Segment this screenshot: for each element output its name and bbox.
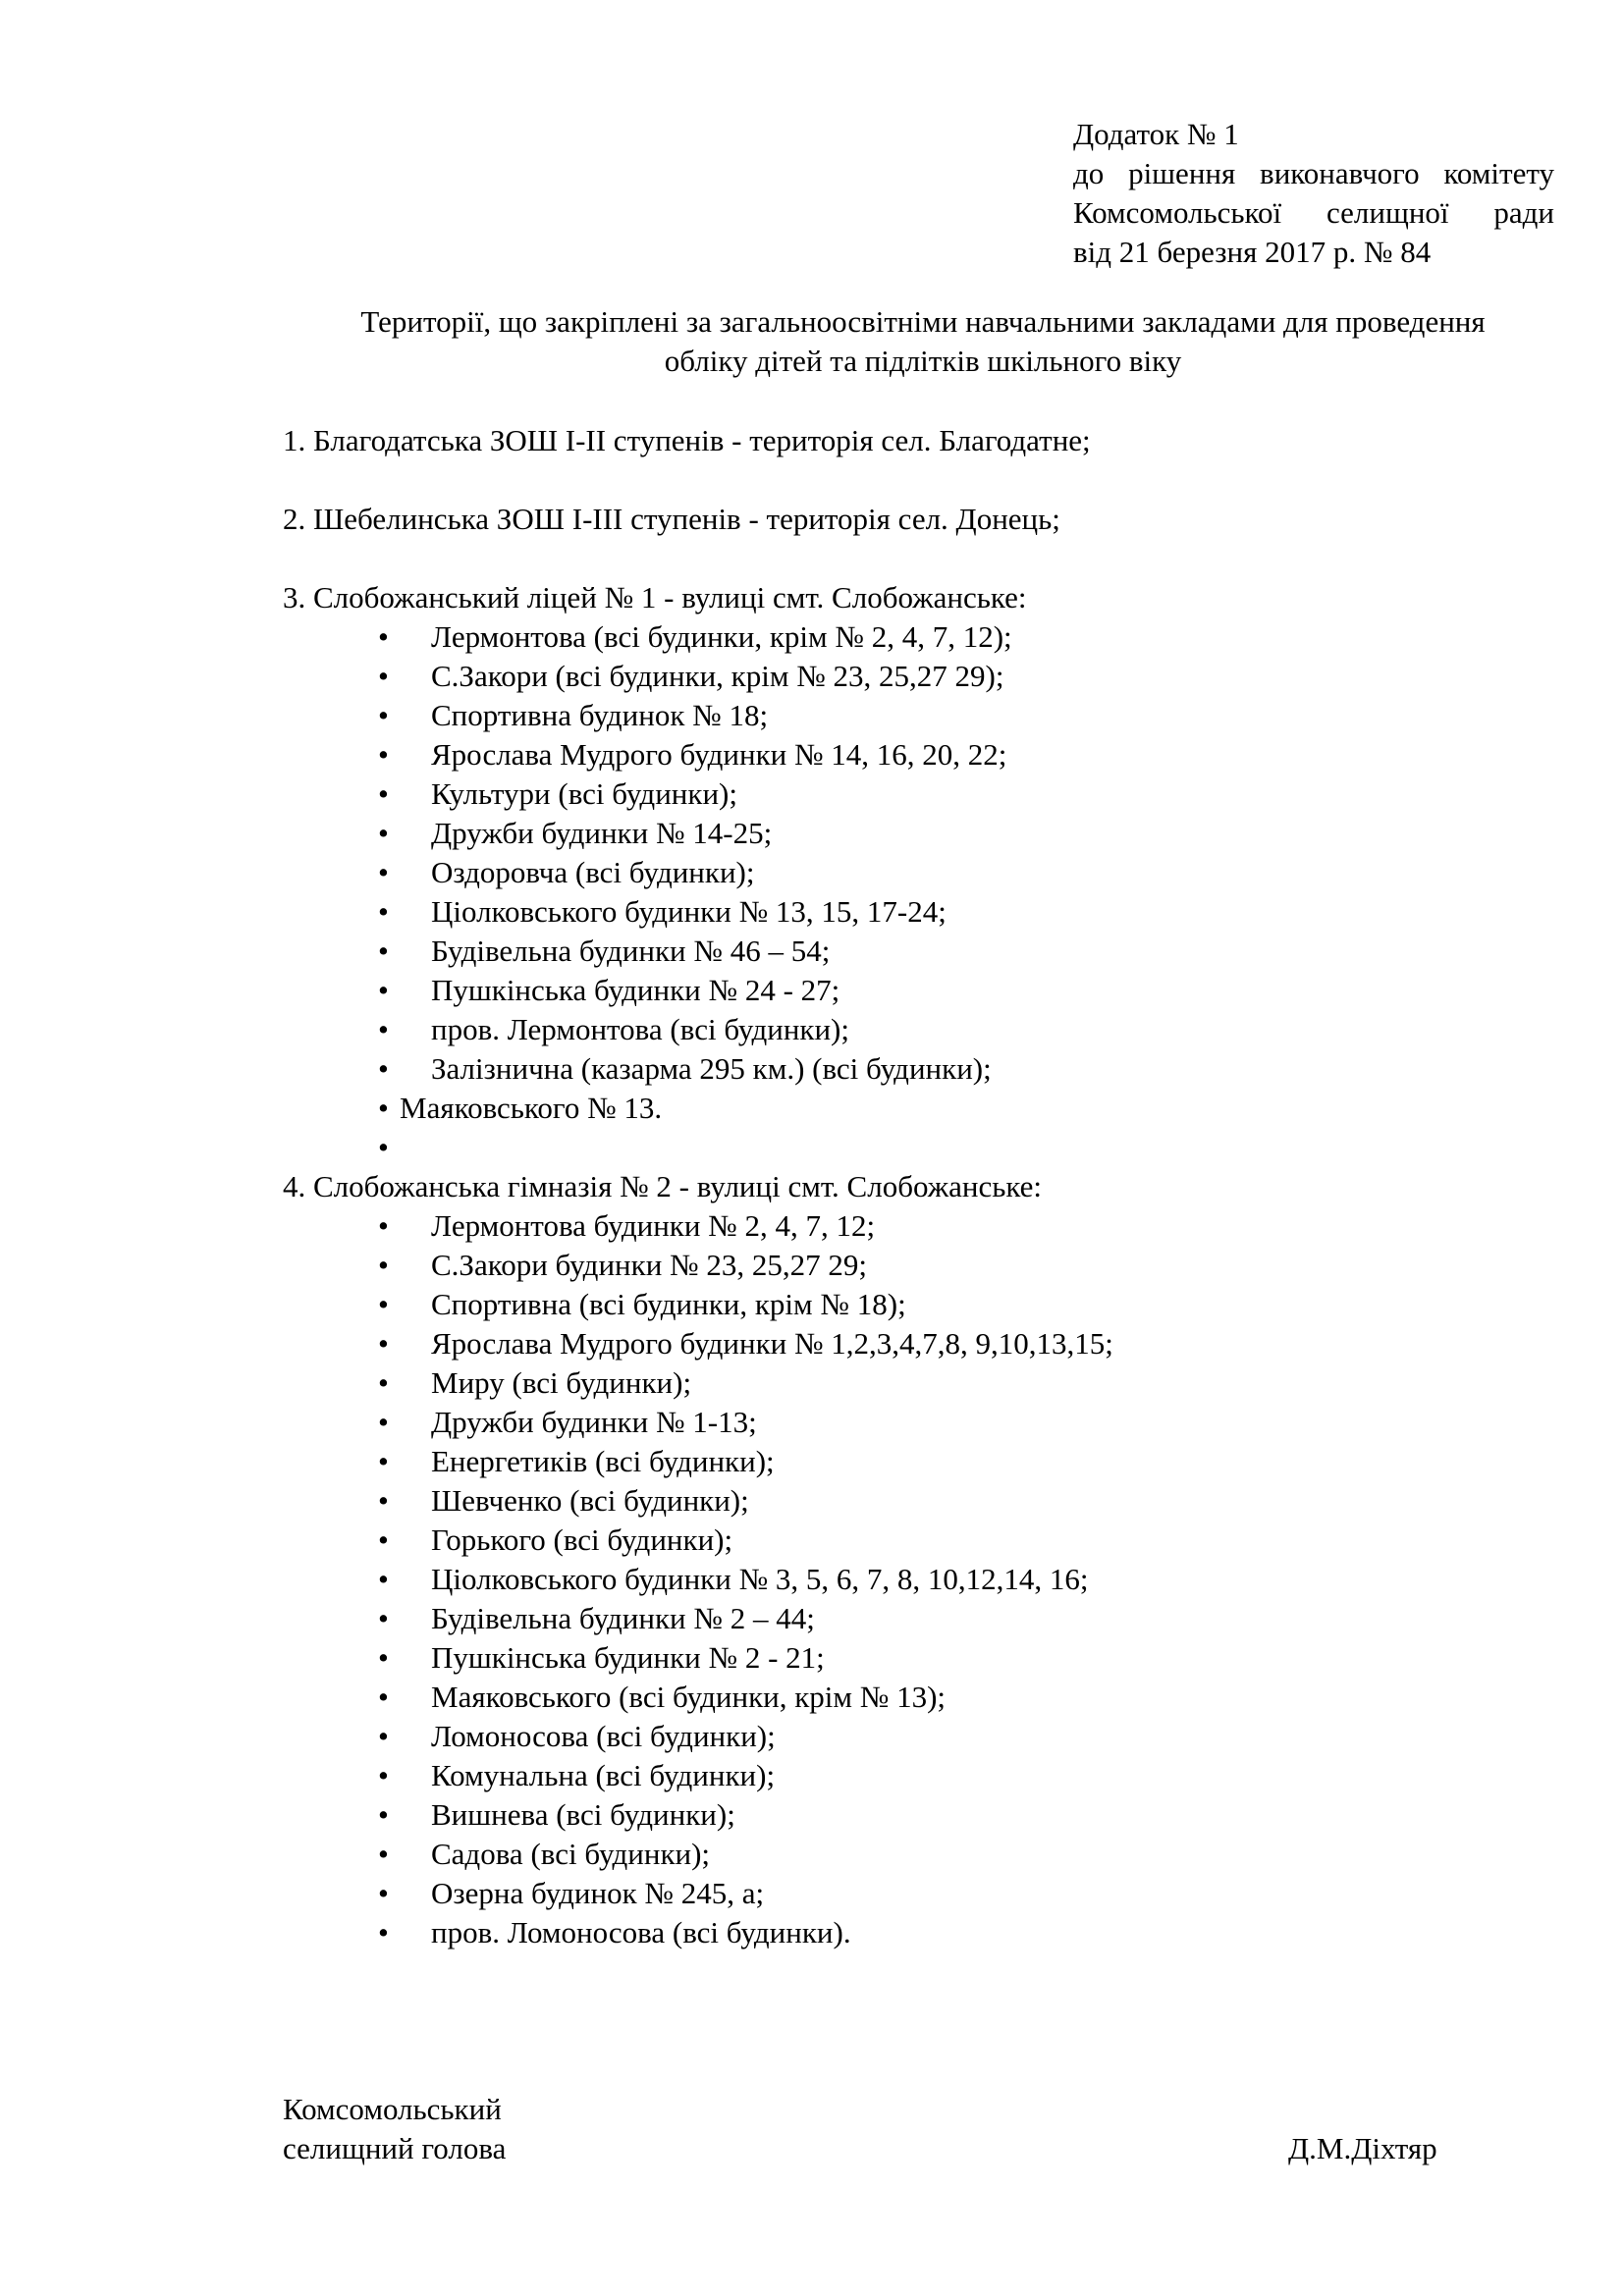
list-item: • пров. Лермонтова (всі будинки); (378, 1010, 1012, 1049)
list-item: • Садова (всі будинки); (378, 1835, 1113, 1874)
section-3-street-list (378, 617, 1012, 1167)
signature-title-line-2: селищний голова (283, 2131, 507, 2165)
list-item: • Дружби будинки № 1-13; (378, 1403, 1113, 1442)
appendix-council-line: Комсомольської селищної ради (1073, 195, 1554, 230)
list-item: • Горького (всі будинки); (378, 1521, 1113, 1560)
list-item: • пров. Ломоносова (всі будинки). (378, 1913, 1113, 1952)
signature-name: Д.М.Діхтяр (1288, 2131, 1437, 2165)
list-item: • Спортивна (всі будинки, крім № 18); (378, 1285, 1113, 1324)
list-item: • Культури (всі будинки); (378, 774, 1012, 814)
list-item: • Комунальна (всі будинки); (378, 1756, 1113, 1795)
list-item: • Ціолковського будинки № 3, 5, 6, 7, 8, 10,12,14, 16; (378, 1560, 1113, 1599)
document-title-line-2: обліку дітей та підлітків шкільного віку (664, 344, 1182, 378)
list-item: • С.Закори будинки № 23, 25,27 29; (378, 1246, 1113, 1285)
appendix-decision-line: до рішення виконавчого комітету (1073, 156, 1554, 190)
appendix-header (1073, 115, 1554, 272)
section-1-heading: 1. Благодатська ЗОШ І-ІІ ступенів - територія сел. Благодатне; (283, 423, 1091, 457)
appendix-number: Додаток № 1 (1073, 117, 1239, 151)
list-item: • Будівельна будинки № 46 – 54; (378, 932, 1012, 971)
appendix-date-line: від 21 березня 2017 р. № 84 (1073, 235, 1432, 269)
list-item: • Лермонтова будинки № 2, 4, 7, 12; (378, 1206, 1113, 1246)
section-2-heading: 2. Шебелинська ЗОШ І-ІІІ ступенів - територія сел. Донець; (283, 502, 1060, 536)
section-3-heading: 3. Слобожанський ліцей № 1 - вулиці смт. Слобожанське: (283, 580, 1027, 614)
list-item: • Маяковського (всі будинки, крім № 13); (378, 1678, 1113, 1717)
list-item: • Залізнична (казарма 295 км.) (всі будинки); (378, 1049, 1012, 1089)
list-item: • Вишнева (всі будинки); (378, 1795, 1113, 1835)
signature-title-line-1: Комсомольський (283, 2092, 502, 2126)
list-item: • Ціолковського будинки № 13, 15, 17-24; (378, 892, 1012, 932)
list-item: • С.Закори (всі будинки, крім № 23, 25,27 29); (378, 657, 1012, 696)
list-item: • Пушкінська будинки № 2 - 21; (378, 1638, 1113, 1678)
list-item: • Маяковського № 13. (378, 1089, 1012, 1128)
section-4-street-list (378, 1206, 1113, 1952)
list-item: • Оздоровча (всі будинки); (378, 853, 1012, 892)
section-4-heading: 4. Слобожанська гімназія № 2 - вулиці смт. Слобожанське: (283, 1169, 1043, 1203)
list-item: • Шевченко (всі будинки); (378, 1481, 1113, 1521)
list-item: • Спортивна будинок № 18; (378, 696, 1012, 735)
list-item: • Лермонтова (всі будинки, крім № 2, 4, 7, 12); (378, 617, 1012, 657)
list-item: • Озерна будинок № 245, а; (378, 1874, 1113, 1913)
document-title (285, 302, 1561, 381)
list-item: • Ярослава Мудрого будинки № 1,2,3,4,7,8, 9,10,13,15; (378, 1324, 1113, 1363)
list-item: • Енергетиків (всі будинки); (378, 1442, 1113, 1481)
empty-list-item (378, 1128, 1012, 1167)
list-item: • Пушкінська будинки № 24 - 27; (378, 971, 1012, 1010)
signature-title (283, 2090, 506, 2168)
list-item: • Будівельна будинки № 2 – 44; (378, 1599, 1113, 1638)
document-title-line-1: Території, що закріплені за загальноосвітніми навчальними закладами для проведення (360, 304, 1486, 339)
list-item: • Миру (всі будинки); (378, 1363, 1113, 1403)
list-item: • Дружби будинки № 14-25; (378, 814, 1012, 853)
list-item: • Ярослава Мудрого будинки № 14, 16, 20, 22; (378, 735, 1012, 774)
list-item: • Ломоносова (всі будинки); (378, 1717, 1113, 1756)
